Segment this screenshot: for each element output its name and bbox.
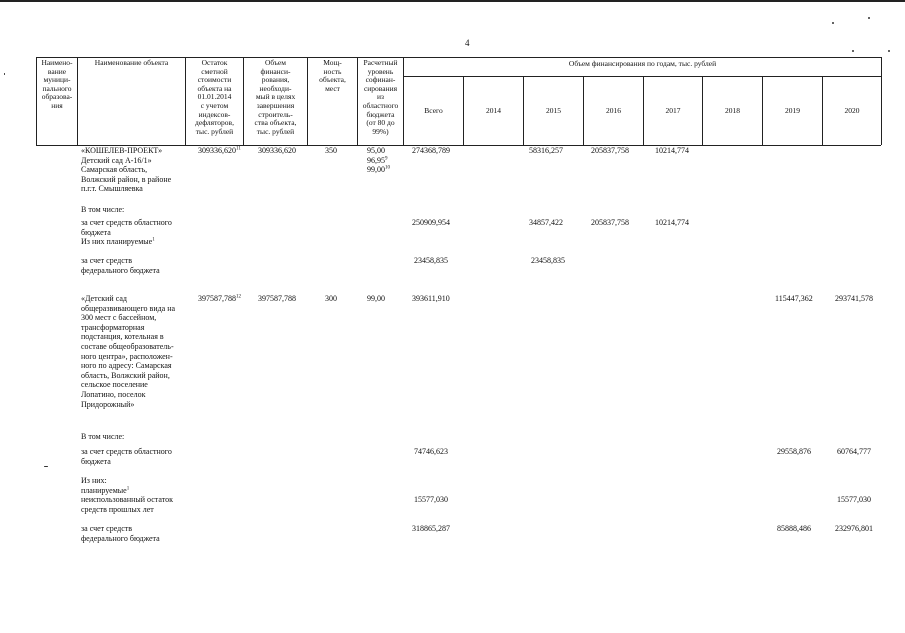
footnote-mark: 9 <box>385 155 388 161</box>
remaining-cost-value: 397587,788$^{12}$ <box>198 294 241 303</box>
header-subrule <box>403 76 881 77</box>
header-year: 2020 <box>844 106 860 115</box>
header-year: 2018 <box>725 106 740 115</box>
including-label: В том числе: <box>81 205 125 214</box>
header-year: 2017 <box>665 106 681 115</box>
scan-speck <box>868 17 870 19</box>
col-border <box>881 57 882 145</box>
funding-volume-value: 309336,620 <box>258 146 296 155</box>
amount-2015: 23458,835 <box>531 256 565 265</box>
amount-2019: 29558,876 <box>777 447 811 456</box>
including-label: В том числе: <box>81 432 125 441</box>
scan-speck <box>44 466 48 467</box>
planned-unused-balance-label: Из них: планируемые$^1$ неиспользованный остаток средств прошлых лет <box>81 476 173 514</box>
amount-2020: 293741,578 <box>835 294 873 303</box>
scan-speck <box>852 50 854 52</box>
scan-top-border <box>0 0 905 2</box>
amount-2019: 115447,362 <box>775 294 813 303</box>
total-value: 23458,835 <box>414 256 448 265</box>
scan-speck <box>832 22 834 24</box>
total-value: 393611,910 <box>412 294 450 303</box>
header-funding-volume: Объем финанси- рования, необходи- мый в целях завершения строитель- ства объекта, тыс. рублей <box>254 58 297 136</box>
object-name: «Детский сад общеразвивающего вида на 300 мест с бассейном, трансформаторная подстанция, котельная в составе общеобразователь- ного центра», расположен- ного по адресу: Самарская область, Волжский район, сельское поселение Лопатино, поселок Придорожный» <box>81 294 176 409</box>
header-year: 2016 <box>606 106 621 115</box>
header-total: Всего <box>424 106 443 115</box>
footnote-mark: 12 <box>236 294 241 300</box>
amount-2016: 205837,758 <box>591 218 629 227</box>
page-number: 4 <box>465 38 470 48</box>
federal-budget-label: за счет средств федерального бюджета <box>81 524 160 543</box>
amount-2020: 60764,777 <box>837 447 871 456</box>
regional-budget-label: за счет средств областного бюджета Из них планируемые$^1$ <box>81 218 172 247</box>
object-name: «КОШЕЛЕВ-ПРОЕКТ» Детский сад А-16/1» Самарская область, Волжский район, в районе п.г.т. Смышляевка <box>81 146 172 194</box>
total-value: 318865,287 <box>412 524 450 533</box>
header-cofinancing-level: Расчетный уровень софинан- сирования из областного бюджета (от 80 до 99%) <box>362 58 399 136</box>
col-border <box>77 57 78 145</box>
cofinancing-level-value: 99,00 <box>367 294 385 303</box>
header-object-name: Наименование объекта <box>94 58 169 67</box>
footnote-mark: 10 <box>385 165 390 171</box>
capacity-value: 300 <box>325 294 337 303</box>
total-value: 74746,623 <box>414 447 448 456</box>
footnote-mark: 1 <box>152 237 155 243</box>
federal-budget-label: за счет средств федерального бюджета <box>81 256 160 275</box>
header-year: 2015 <box>546 106 561 115</box>
amount-2015: 34857,422 <box>529 218 563 227</box>
funding-volume-value: 397587,788 <box>258 294 296 303</box>
amount-2020: 15577,030 <box>837 495 871 504</box>
total-value: 274368,789 <box>412 146 450 155</box>
total-value: 250909,954 <box>412 218 450 227</box>
amount-2015: 58316,257 <box>529 146 563 155</box>
footnote-mark: 11 <box>236 146 241 152</box>
total-value: 15577,030 <box>414 495 448 504</box>
footnote-mark: 1 <box>126 485 130 491</box>
capacity-value: 350 <box>325 146 337 155</box>
amount-2019: 85888,486 <box>777 524 811 533</box>
col-border <box>403 57 404 145</box>
remaining-cost-value: 309336,620$^{11}$ <box>198 146 241 155</box>
regional-budget-label: за счет средств областного бюджета <box>81 447 172 466</box>
header-year: 2019 <box>785 106 800 115</box>
scan-speck <box>4 73 5 75</box>
amount-2017: 10214,774 <box>655 146 689 155</box>
amount-2016: 205837,758 <box>591 146 629 155</box>
scan-speck <box>888 50 890 52</box>
header-municipality: Наимено- вание муници- пального образова- ния <box>41 58 73 110</box>
cofinancing-level-value: 95,00 96,95$^9$ 99,00$^{10}$ <box>367 146 390 175</box>
header-funding-by-years: Объем финансирования по годам, тыс. рублей <box>568 59 717 68</box>
amount-2017: 10214,774 <box>655 218 689 227</box>
header-year: 2014 <box>486 106 501 115</box>
header-capacity: Мощ- ность объекта, мест <box>319 58 346 93</box>
header-remaining-cost: Остаток сметной стоимости объекта на 01.01.2014 с учетом индексов- дефляторов, тыс. рублей <box>195 58 234 136</box>
amount-2020: 232976,801 <box>835 524 873 533</box>
